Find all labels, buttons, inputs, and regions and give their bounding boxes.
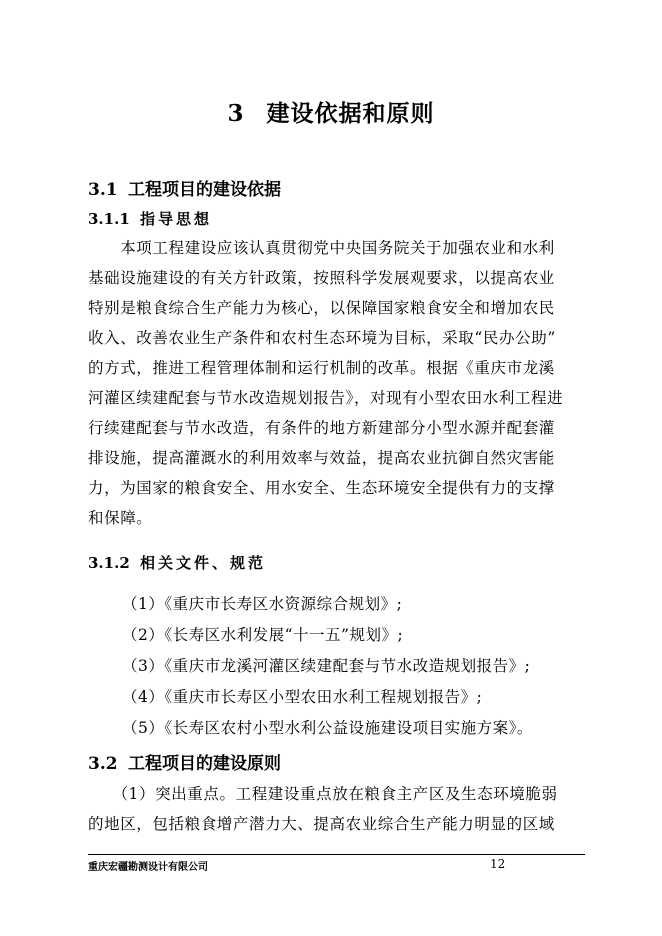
- paragraph-line: 本项工程建设应该认真贯彻党中央国务院关于加强农业和水利: [88, 239, 555, 257]
- section-heading-3-1: [88, 175, 281, 200]
- subsection-number: 3.1.1: [88, 210, 130, 228]
- section-title: 工程项目的建设依据: [128, 180, 281, 200]
- paragraph-line: 的方式，推进工程管理体制和运行机制的改革。根据《重庆市龙溪: [88, 359, 555, 377]
- paragraph-line: 力，为国家的粮食安全、用水安全、生态环境安全提供有力的支撑: [88, 479, 555, 497]
- paragraph-line: 基础设施建设的有关方针政策，按照科学发展观要求，以提高农业: [88, 269, 555, 287]
- chapter-title: [0, 95, 662, 128]
- paragraph-line: 河灌区续建配套与节水改造规划报告》，对现有小型农田水利工程进: [88, 389, 564, 407]
- paragraph-guiding-ideology: [88, 233, 588, 533]
- reference-item: （4）《重庆市长寿区小型农田水利工程规划报告》;: [122, 688, 483, 706]
- paragraph-line: 和保障。: [88, 509, 153, 527]
- paragraph-line: 行续建配套与节水改造，有条件的地方新建部分小型水源并配套灌: [88, 419, 555, 437]
- reference-item: （1）《重庆市长寿区水资源综合规划》;: [122, 595, 403, 613]
- section-heading-3-2: [88, 749, 281, 774]
- reference-item: （3）《重庆市龙溪河灌区续建配套与节水改造规划报告》;: [122, 657, 531, 675]
- paragraph-line: 的地区，包括粮食增产潜力大、提高农业综合生产能力明显的区域: [88, 815, 555, 833]
- paragraph-principles: [88, 779, 588, 839]
- reference-item: （2）《长寿区水利发展“十一五”规划》;: [122, 626, 404, 644]
- footer-divider: [88, 854, 585, 855]
- subsection-heading-3-1-1: [88, 208, 212, 229]
- subsection-title: 相关文件、规范: [140, 554, 267, 572]
- paragraph-line: 特别是粮食综合生产能力为核心，以保障国家粮食安全和增加农民: [88, 299, 555, 317]
- section-number: 3.2: [88, 754, 118, 774]
- section-title: 工程项目的建设原则: [128, 754, 281, 774]
- footer-company: 重庆宏疆勘测设计有限公司: [88, 862, 208, 873]
- paragraph-line: （1）突出重点。工程建设重点放在粮食主产区及生态环境脆弱: [88, 785, 558, 803]
- subsection-title: 指导思想: [140, 210, 213, 228]
- chapter-number: 3: [227, 100, 245, 127]
- reference-item: （5）《长寿区农村小型水利公益设施建设项目实施方案》。: [122, 719, 533, 737]
- chapter-title-text: 建设依据和原则: [266, 100, 435, 127]
- paragraph-line: 收入、改善农业生产条件和农村生态环境为目标，采取“民办公助”: [88, 329, 556, 347]
- subsection-heading-3-1-2: [88, 552, 266, 573]
- page-number: 12: [490, 857, 506, 871]
- subsection-number: 3.1.2: [88, 554, 130, 572]
- section-number: 3.1: [88, 180, 118, 200]
- paragraph-line: 排设施，提高灌溉水的利用效率与效益，提高农业抗御自然灾害能: [88, 449, 555, 467]
